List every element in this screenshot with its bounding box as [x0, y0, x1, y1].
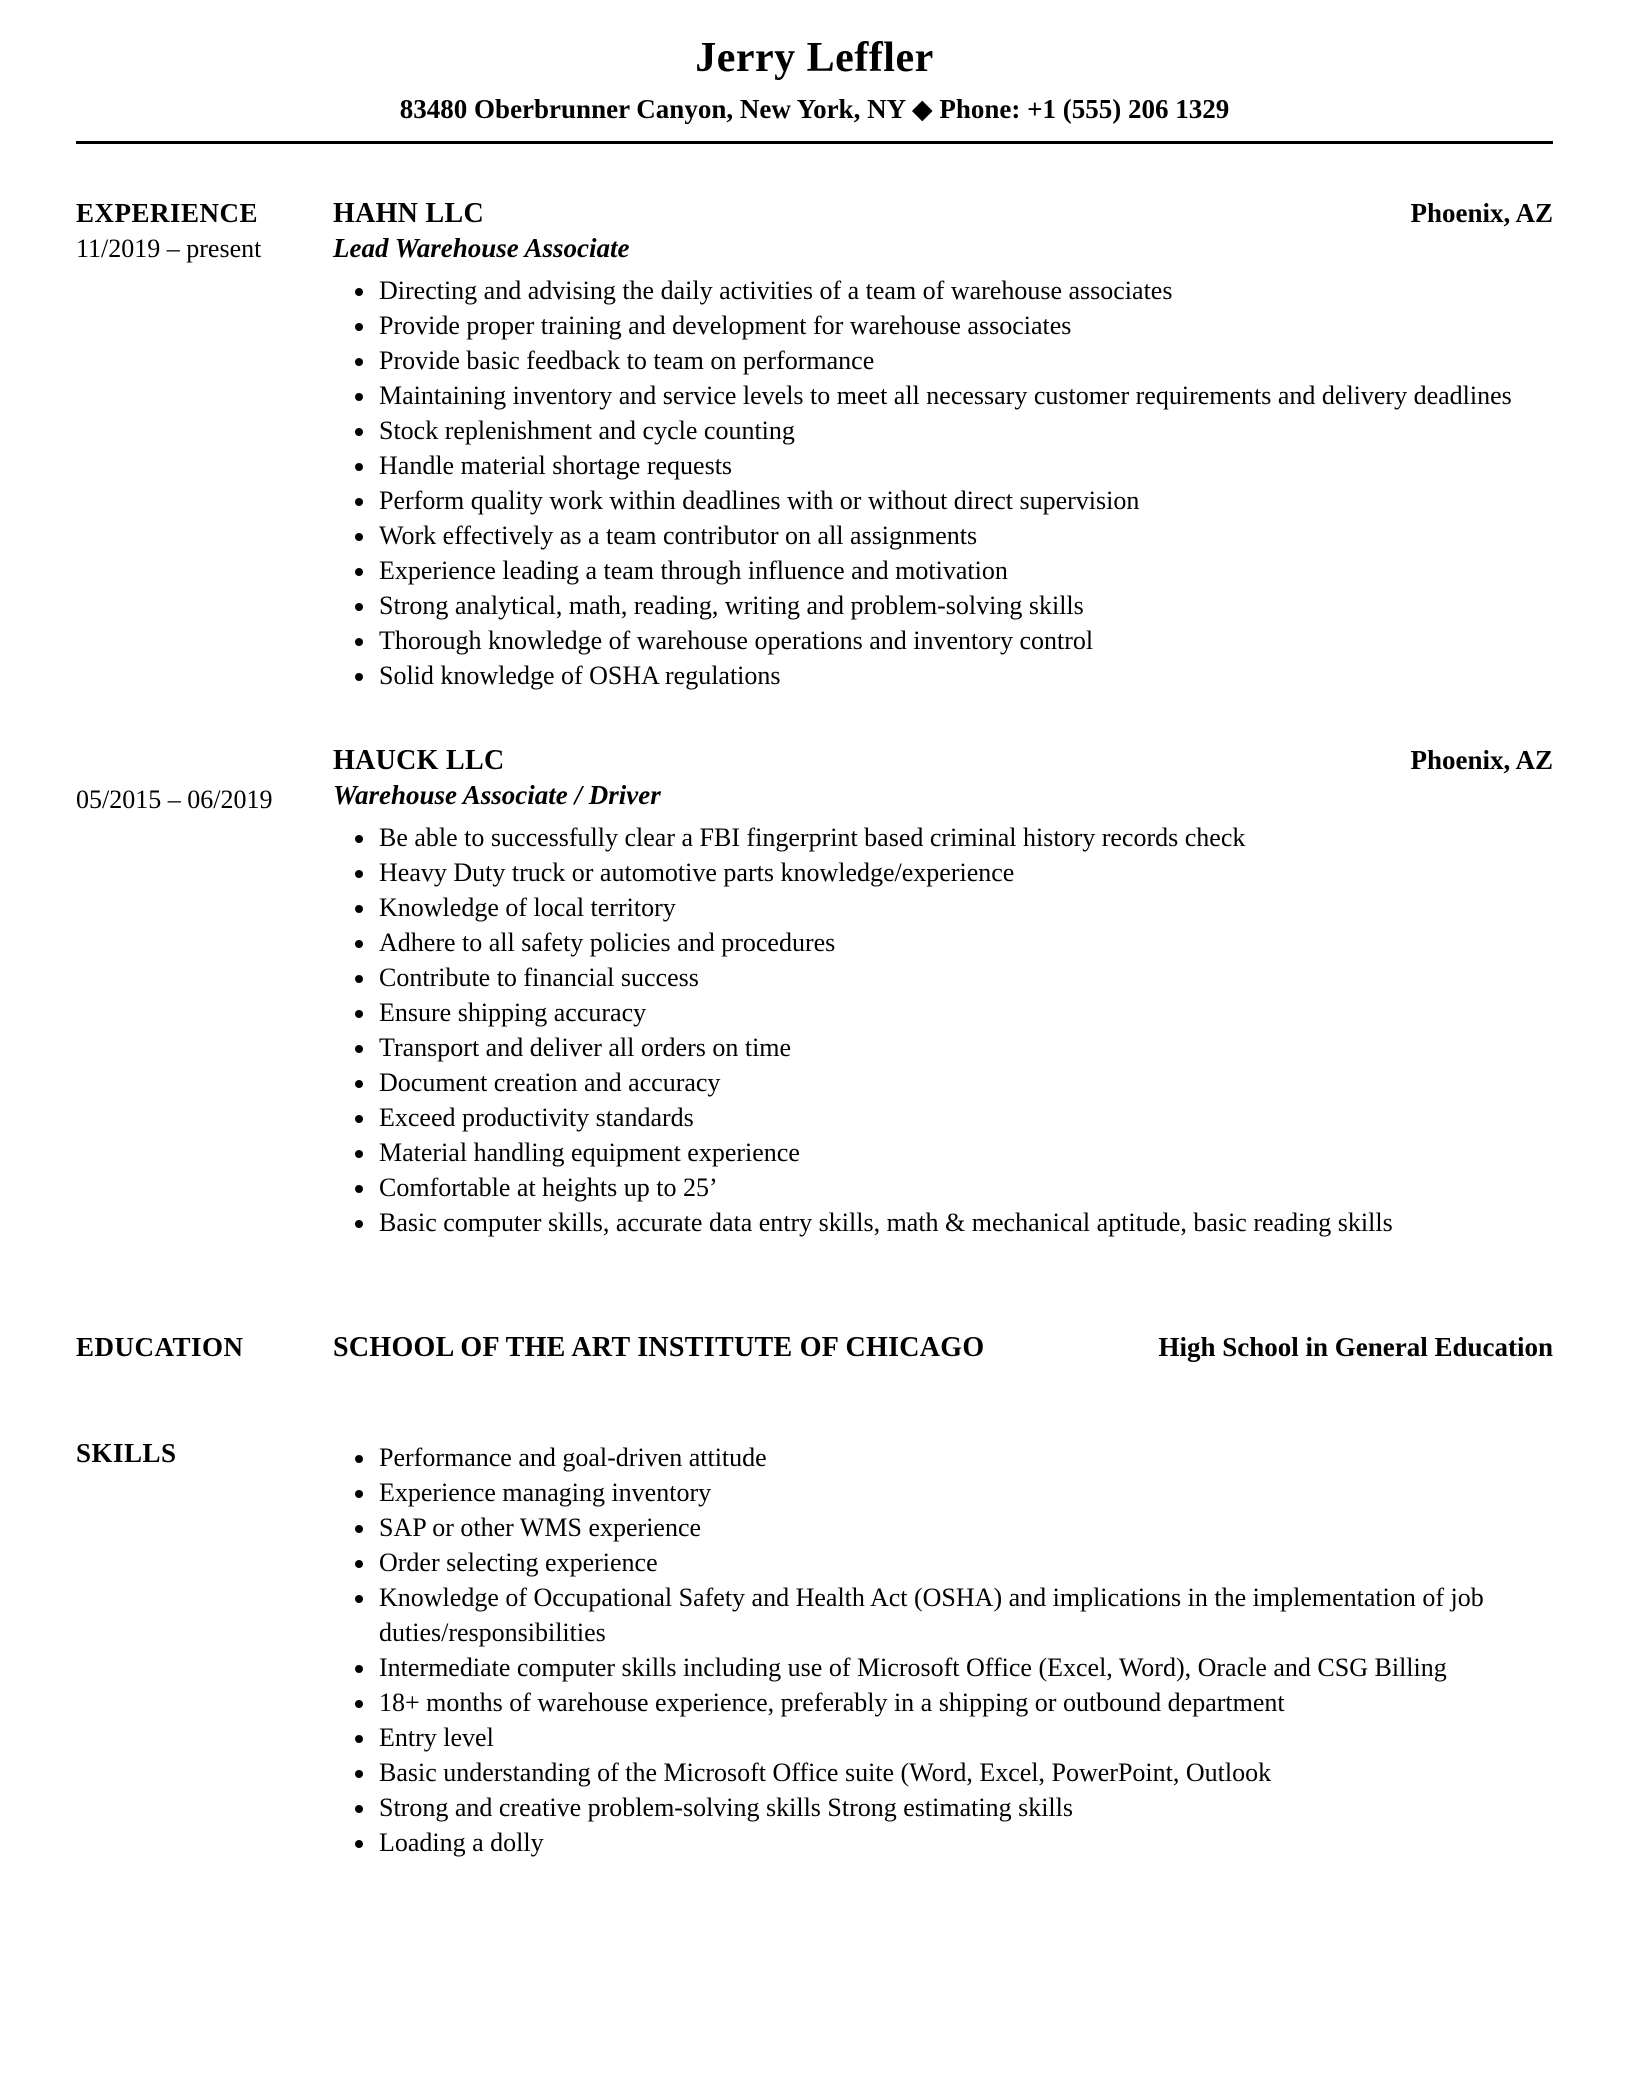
bullet-item: • Experience leading a team through influence and motivation — [377, 553, 1553, 588]
bullet-item: • Provide proper training and development for warehouse associates — [377, 308, 1553, 343]
bullet-item: • Order selecting experience — [377, 1545, 1553, 1580]
bullet-item: • 18+ months of warehouse experience, preferably in a shipping or outbound department — [377, 1685, 1553, 1720]
job1-title: Lead Warehouse Associate — [333, 233, 630, 263]
bullet-item: • Directing and advising the daily activities of a team of warehouse associates — [377, 273, 1553, 308]
bullet-item: • Contribute to financial success — [377, 960, 1553, 995]
job2-left-column — [76, 745, 333, 815]
school-name: SCHOOL OF THE ART INSTITUTE OF CHICAGO — [333, 1332, 985, 1363]
education-line — [333, 1332, 1553, 1364]
bullet-item: • Stock replenishment and cycle counting — [377, 413, 1553, 448]
job2-title: Warehouse Associate / Driver — [333, 780, 661, 810]
bullet-item: • Provide basic feedback to team on performance — [377, 343, 1553, 378]
bullet-item: • Maintaining inventory and service levels to meet all necessary customer requirements and delivery deadlines — [377, 378, 1553, 413]
bullet-item: • SAP or other WMS experience — [377, 1510, 1553, 1545]
bullet-item: • Basic understanding of the Microsoft Office suite (Word, Excel, PowerPoint, Outlook — [377, 1755, 1553, 1790]
bullet-item: • Work effectively as a team contributor on all assignments — [377, 518, 1553, 553]
bullet-item: • Ensure shipping accuracy — [377, 995, 1553, 1030]
bullet-item: • Performance and goal-driven attitude — [377, 1440, 1553, 1475]
bullet-item: • Solid knowledge of OSHA regulations — [377, 658, 1553, 693]
job1-dates: 11/2019 – present — [76, 234, 262, 263]
experience-section-job1 — [76, 198, 1553, 693]
bullet-item: • Thorough knowledge of warehouse operations and inventory control — [377, 623, 1553, 658]
education-content — [333, 1332, 1553, 1364]
job1-bullet-list — [333, 273, 1553, 693]
experience-section-label: EXPERIENCE — [76, 198, 259, 228]
job1-content — [333, 198, 1553, 693]
bullet-item: • Loading a dolly — [377, 1825, 1553, 1860]
skills-section-label: SKILLS — [76, 1438, 177, 1468]
job2-company-name: HAUCK LLC — [333, 745, 505, 776]
bullet-item: • Experience managing inventory — [377, 1475, 1553, 1510]
bullet-item: • Basic computer skills, accurate data entry skills, math & mechanical aptitude, basic reading skills — [377, 1205, 1553, 1240]
bullet-item: • Transport and deliver all orders on time — [377, 1030, 1553, 1065]
bullet-item: • Strong and creative problem-solving skills Strong estimating skills — [377, 1790, 1553, 1825]
bullet-item: • Intermediate computer skills including use of Microsoft Office (Excel, Word), Oracle and CSG Billing — [377, 1650, 1553, 1685]
degree-name: High School in General Education — [1158, 1332, 1553, 1362]
header-divider — [76, 141, 1553, 144]
job2-header — [333, 745, 1553, 777]
bullet-item: • Document creation and accuracy — [377, 1065, 1553, 1100]
job1-location: Phoenix, AZ — [1410, 198, 1553, 228]
bullet-item: • Exceed productivity standards — [377, 1100, 1553, 1135]
bullet-item: • Heavy Duty truck or automotive parts knowledge/experience — [377, 855, 1553, 890]
bullet-item: • Adhere to all safety policies and procedures — [377, 925, 1553, 960]
skills-left-column — [76, 1438, 333, 1469]
person-name: Jerry Leffler — [695, 35, 934, 81]
bullet-item: • Be able to successfully clear a FBI fingerprint based criminal history records check — [377, 820, 1553, 855]
experience-section-job2 — [76, 745, 1553, 1240]
skills-section — [76, 1438, 1553, 1860]
job1-header — [333, 198, 1553, 230]
bullet-item: • Material handling equipment experience — [377, 1135, 1553, 1170]
job2-bullet-list — [333, 820, 1553, 1240]
contact-line: 83480 Oberbrunner Canyon, New York, NY ◆ Phone: +1 (555) 206 1329 — [399, 94, 1230, 124]
bullet-item: • Knowledge of local territory — [377, 890, 1553, 925]
bullet-item: • Comfortable at heights up to 25’ — [377, 1170, 1553, 1205]
job2-content — [333, 745, 1553, 1240]
job2-location: Phoenix, AZ — [1410, 745, 1553, 775]
job1-company-name: HAHN LLC — [333, 198, 484, 229]
education-left-column — [76, 1332, 333, 1363]
bullet-item: • Entry level — [377, 1720, 1553, 1755]
bullet-item: • Strong analytical, math, reading, writing and problem-solving skills — [377, 588, 1553, 623]
education-section — [76, 1332, 1553, 1364]
bullet-item: • Handle material shortage requests — [377, 448, 1553, 483]
bullet-item: • Knowledge of Occupational Safety and Health Act (OSHA) and implications in the implementation of job duties/responsibilities — [377, 1580, 1553, 1650]
job2-dates: 05/2015 – 06/2019 — [76, 785, 273, 814]
experience-left-column — [76, 198, 333, 264]
skills-content — [333, 1438, 1553, 1860]
bullet-item: • Perform quality work within deadlines with or without direct supervision — [377, 483, 1553, 518]
education-section-label: EDUCATION — [76, 1332, 244, 1362]
skills-bullet-list — [333, 1440, 1553, 1860]
